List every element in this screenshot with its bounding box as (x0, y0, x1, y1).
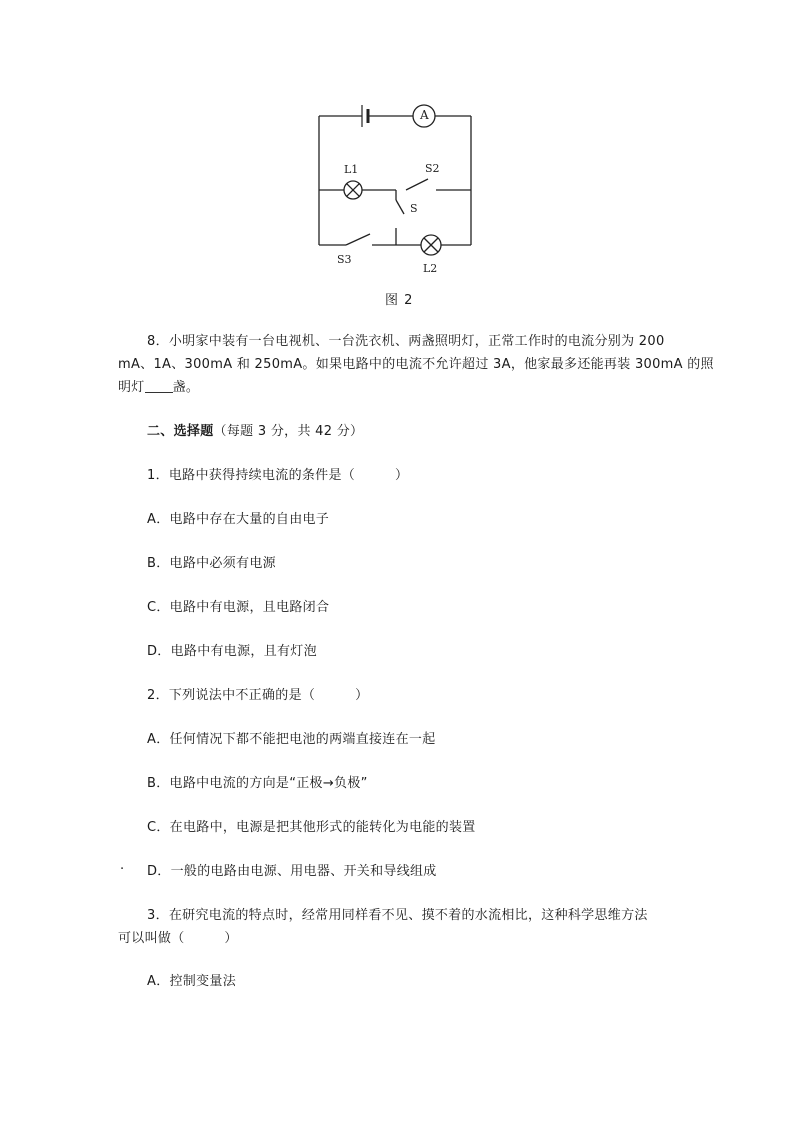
circuit-drawing (300, 90, 490, 312)
q8-answer-blank[interactable] (145, 378, 173, 393)
q1-option-b: B．电路中必须有电源 (147, 556, 276, 571)
switch-s2-label: S2 (425, 162, 440, 175)
ammeter-label: A (420, 108, 429, 122)
section-heading (147, 420, 363, 439)
q8-line-3 (118, 376, 199, 395)
q3-option-a: A．控制变量法 (147, 974, 236, 989)
q2-option-d: D．一般的电路由电源、用电器、开关和导线组成 (147, 864, 437, 879)
q1-option-c: C．电路中有电源，且电路闭合 (147, 600, 330, 615)
stray-mark: . (120, 858, 125, 873)
q2-option-a: A．任何情况下都不能把电池的两端直接连在一起 (147, 732, 436, 747)
q8-line-1: 8．小明家中装有一台电视机、一台洗衣机、两盏照明灯，正常工作时的电流分别为 200 (147, 334, 665, 349)
switch-s3-label: S3 (337, 253, 352, 266)
section-title: 二、选择题 (147, 424, 214, 439)
q3-stem-line-1: 3．在研究电流的特点时，经常用同样看不见、摸不着的水流相比，这种科学思维方法 (147, 908, 648, 923)
lamp-l1-label: L1 (344, 163, 359, 176)
q3-stem-line-2: 可以叫做（ ） (118, 931, 238, 946)
q8-line-3-end: 盏。 (172, 380, 200, 395)
q2-option-b: B．电路中电流的方向是“正极→负极” (147, 776, 368, 791)
section-note: （每题 3 分，共 42 分） (213, 424, 364, 439)
q2-stem: 2．下列说法中不正确的是（ ） (147, 688, 369, 703)
q1-stem: 1．电路中获得持续电流的条件是（ ） (147, 468, 409, 483)
q8-line-2: mA、1A、300mA 和 250mA。如果电路中的电流不允许超过 3A，他家最多还能再装 300mA 的照 (118, 357, 714, 372)
circuit-diagram (300, 90, 490, 312)
q1-option-d: D．电路中有电源，且有灯泡 (147, 644, 317, 659)
switch-s-label: S (410, 202, 418, 215)
figure-caption: 图 2 (385, 293, 414, 308)
q2-option-c: C．在电路中，电源是把其他形式的能转化为电能的装置 (147, 820, 476, 835)
lamp-l2-label: L2 (423, 262, 438, 275)
q8-line-3-text: 明灯 (118, 380, 145, 395)
q1-option-a: A．电路中存在大量的自由电子 (147, 512, 330, 527)
